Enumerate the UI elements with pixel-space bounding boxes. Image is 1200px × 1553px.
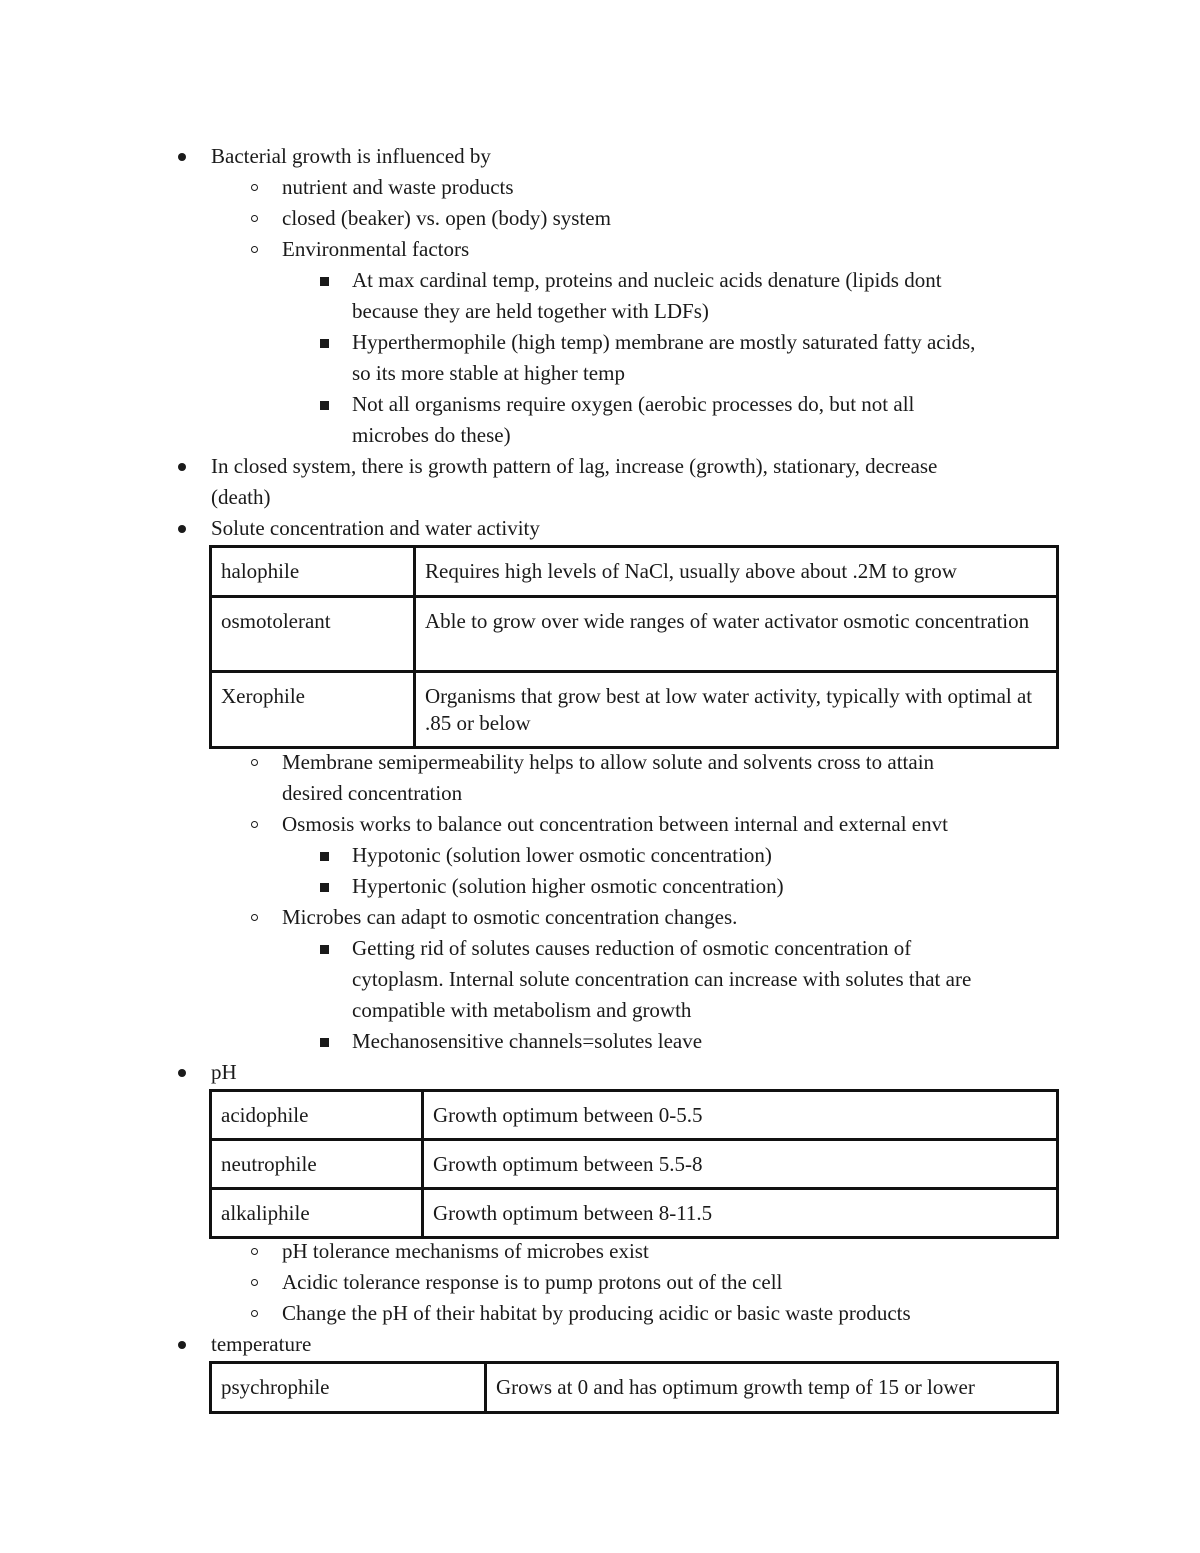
list-item: nutrient and waste products	[282, 175, 514, 199]
list-item: Hyperthermophile (high temp) membrane are mostly saturated fatty acids,	[352, 330, 976, 354]
table-cell: Growth optimum between 5.5-8	[423, 1140, 1058, 1189]
bullet-square-icon	[320, 401, 329, 410]
bullet-circle-icon	[251, 246, 258, 253]
bullet-square-icon	[320, 1038, 329, 1047]
table-row	[211, 1189, 1058, 1238]
list-item: Microbes can adapt to osmotic concentration changes.	[282, 905, 738, 929]
table-cell: Grows at 0 and has optimum growth temp of 15 or lower	[486, 1363, 1058, 1413]
list-item: Change the pH of their habitat by producing acidic or basic waste products	[282, 1301, 911, 1325]
list-item: In closed system, there is growth pattern of lag, increase (growth), stationary, decrease	[211, 454, 938, 478]
list-item: Hypotonic (solution lower osmotic concentration)	[352, 843, 772, 867]
list-item: cytoplasm. Internal solute concentration can increase with solutes that are	[352, 967, 972, 991]
bullet-square-icon	[320, 277, 329, 286]
table-cell: Growth optimum between 8-11.5	[423, 1189, 1058, 1238]
table-row	[211, 1363, 1058, 1413]
bullet-circle-icon	[251, 215, 258, 222]
list-item: Osmosis works to balance out concentration between internal and external envt	[282, 812, 948, 836]
bullet-dot-icon	[178, 463, 186, 471]
bullet-dot-icon	[178, 1069, 186, 1077]
table-cell: neutrophile	[211, 1140, 423, 1189]
table-cell: alkaliphile	[211, 1189, 423, 1238]
ph-table	[209, 1089, 1059, 1239]
table-cell: Able to grow over wide ranges of water activator osmotic concentration	[415, 597, 1058, 672]
bullet-circle-icon	[251, 914, 258, 921]
bullet-circle-icon	[251, 1310, 258, 1317]
list-item: Acidic tolerance response is to pump protons out of the cell	[282, 1270, 783, 1294]
list-item: (death)	[211, 485, 271, 509]
table-cell: acidophile	[211, 1091, 423, 1140]
table-cell: psychrophile	[211, 1363, 486, 1413]
list-item: because they are held together with LDFs)	[352, 299, 709, 323]
table-cell: Organisms that grow best at low water activity, typically with optimal at .85 or below	[415, 672, 1058, 748]
list-item: Mechanosensitive channels=solutes leave	[352, 1029, 703, 1053]
list-item: Solute concentration and water activity	[211, 516, 540, 540]
list-item: pH tolerance mechanisms of microbes exist	[282, 1239, 649, 1263]
temperature-table	[209, 1361, 1059, 1414]
list-item: At max cardinal temp, proteins and nucleic acids denature (lipids dont	[352, 268, 942, 292]
list-item: pH	[211, 1060, 237, 1084]
bullet-circle-icon	[251, 1279, 258, 1286]
list-item: compatible with metabolism and growth	[352, 998, 692, 1022]
bullet-square-icon	[320, 339, 329, 348]
table-row	[211, 547, 1058, 597]
list-item: microbes do these)	[352, 423, 511, 447]
table-cell: osmotolerant	[211, 597, 415, 672]
list-item: Environmental factors	[282, 237, 470, 261]
bullet-circle-icon	[251, 1248, 258, 1255]
bullet-dot-icon	[178, 525, 186, 533]
list-item: Bacterial growth is influenced by	[211, 144, 491, 168]
bullet-circle-icon	[251, 184, 258, 191]
list-item: Hypertonic (solution higher osmotic concentration)	[352, 874, 784, 898]
bullet-square-icon	[320, 883, 329, 892]
list-item: Getting rid of solutes causes reduction of osmotic concentration of	[352, 936, 912, 960]
bullet-square-icon	[320, 852, 329, 861]
bullet-circle-icon	[251, 821, 258, 828]
table-row	[211, 1091, 1058, 1140]
table-cell: Xerophile	[211, 672, 415, 748]
bullet-dot-icon	[178, 153, 186, 161]
table-row	[211, 672, 1058, 748]
list-item: Membrane semipermeability helps to allow solute and solvents cross to attain	[282, 750, 935, 774]
list-item: so its more stable at higher temp	[352, 361, 625, 385]
list-item: desired concentration	[282, 781, 463, 805]
list-item: Not all organisms require oxygen (aerobic processes do, but not all	[352, 392, 915, 416]
list-item: closed (beaker) vs. open (body) system	[282, 206, 611, 230]
table-cell: halophile	[211, 547, 415, 597]
bullet-circle-icon	[251, 759, 258, 766]
solute-table	[209, 545, 1059, 749]
table-cell: Growth optimum between 0-5.5	[423, 1091, 1058, 1140]
list-item: temperature	[211, 1332, 312, 1356]
bullet-square-icon	[320, 945, 329, 954]
table-row	[211, 597, 1058, 672]
bullet-dot-icon	[178, 1341, 186, 1349]
table-cell: Requires high levels of NaCl, usually above about .2M to grow	[415, 547, 1058, 597]
table-row	[211, 1140, 1058, 1189]
